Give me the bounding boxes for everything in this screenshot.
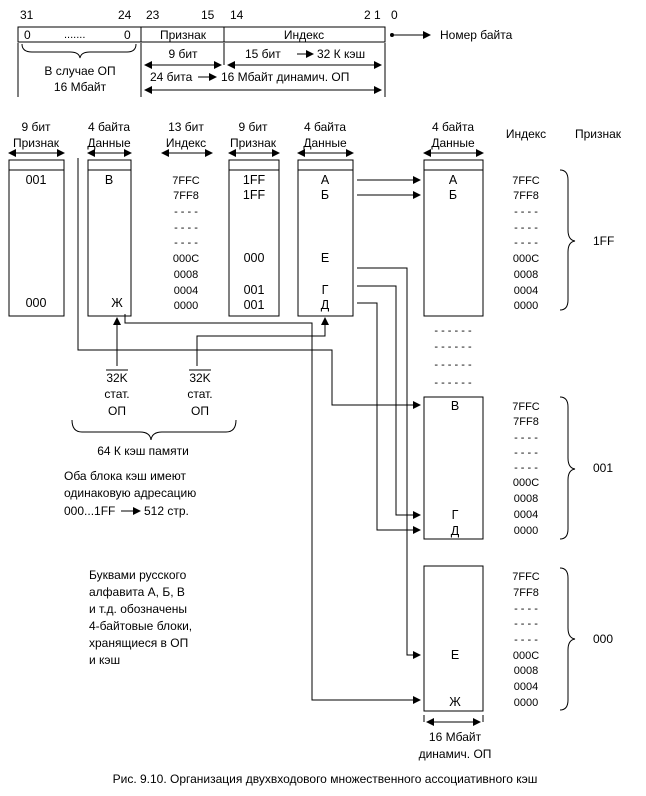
ram-page-001-block-2: Д bbox=[450, 524, 460, 538]
ram-page-001-block-1: Г bbox=[451, 508, 459, 522]
conn-e bbox=[357, 268, 420, 655]
sram1-line2: ОП bbox=[108, 404, 126, 418]
cache-index-0: 7FFC bbox=[172, 175, 200, 187]
ram-case-brace bbox=[22, 44, 136, 58]
note2-line6: и кэш bbox=[89, 653, 121, 667]
ram-page-1ff-block-0: А bbox=[448, 173, 458, 187]
index-header: Индекс bbox=[505, 127, 547, 141]
ram-page-1ff-index bbox=[512, 175, 540, 312]
ram-000-index-2: - - - - bbox=[514, 603, 538, 615]
ram-000-index-3: - - - - bbox=[514, 618, 538, 630]
address-format bbox=[18, 8, 513, 97]
cache2-tag-2: 000 bbox=[243, 251, 265, 265]
cache-index-4: - - - - bbox=[174, 237, 198, 249]
ram-page-001-index bbox=[512, 401, 540, 537]
ram-1ff-index-1: 7FF8 bbox=[513, 190, 539, 202]
col3-top: 13 бит bbox=[168, 120, 204, 134]
cache-size-label: 32 К кэш bbox=[317, 47, 366, 61]
cache-index-1: 7FF8 bbox=[173, 190, 199, 202]
ram-caption-line1: 16 Мбайт bbox=[428, 730, 482, 744]
ram-page-001-block-0: В bbox=[450, 399, 460, 413]
sram-blocks bbox=[72, 318, 325, 458]
cache-index-5: 000C bbox=[172, 253, 200, 265]
sram1-line1: стат. bbox=[104, 387, 130, 401]
ram-001-index-7: 0004 bbox=[513, 509, 539, 521]
address-high-start: 0 bbox=[24, 28, 31, 42]
ram-page-000-block-0: Е bbox=[450, 648, 460, 662]
ram-1ff-index-0: 7FFC bbox=[512, 175, 540, 187]
ram-case-line2: 16 Мбайт bbox=[53, 80, 107, 94]
address-tag-field: Признак bbox=[159, 28, 207, 42]
ram-page-000-box bbox=[424, 566, 483, 711]
ram-sep-2: - - - - - - bbox=[434, 359, 472, 371]
bit-1: 1 bbox=[374, 8, 381, 22]
ram-000-index-5: 000C bbox=[512, 650, 540, 662]
ram-sep-0: - - - - - - bbox=[434, 325, 472, 337]
bit-15: 15 bbox=[201, 8, 215, 22]
cache-index-7: 0004 bbox=[173, 285, 199, 297]
bit-23: 23 bbox=[146, 8, 160, 22]
ram-000-index-7: 0004 bbox=[513, 681, 539, 693]
sram1-size: 32K bbox=[106, 371, 128, 385]
cache-index-8: 0000 bbox=[173, 300, 199, 312]
note2-line1: Буквами русского bbox=[89, 568, 187, 582]
ram-001-index-4: - - - - bbox=[514, 462, 538, 474]
cache1-tag-bottom: 000 bbox=[25, 296, 47, 310]
ram-000-index-4: - - - - bbox=[514, 634, 538, 646]
col2-bottom: Данные bbox=[87, 136, 131, 150]
column-headers bbox=[9, 120, 622, 153]
cache-memory-label: 64 К кэш памяти bbox=[97, 444, 189, 458]
address-high-dots: ....... bbox=[64, 29, 86, 41]
ram-001-index-8: 0000 bbox=[513, 525, 539, 537]
ram-case-line1: В случае ОП bbox=[44, 64, 116, 78]
cache2-tag-0: 1FF bbox=[242, 173, 266, 187]
cache2-tag-3: 001 bbox=[243, 283, 265, 297]
ram-001-index-3: - - - - bbox=[514, 447, 538, 459]
cache-index-6: 0008 bbox=[173, 269, 199, 281]
notes bbox=[64, 469, 196, 667]
col6-bottom: Данные bbox=[431, 136, 475, 150]
bit-14: 14 bbox=[230, 8, 244, 22]
cache1-data-bottom: Ж bbox=[111, 296, 123, 310]
ram-1ff-index-6: 0008 bbox=[513, 269, 539, 281]
ram-001-index-1: 7FF8 bbox=[513, 416, 539, 428]
cache2-data-1: Б bbox=[320, 188, 330, 202]
ram-000-index-8: 0000 bbox=[513, 697, 539, 709]
conn-d bbox=[357, 303, 420, 530]
cache-index-2: - - - - bbox=[174, 206, 198, 218]
bit-24: 24 bbox=[118, 8, 132, 22]
col1-top: 9 бит bbox=[21, 120, 51, 134]
sram2-arrow bbox=[197, 318, 325, 366]
note1-line2: одинаковую адресацию bbox=[64, 486, 197, 500]
conn-g bbox=[357, 286, 420, 515]
ram-1ff-index-8: 0000 bbox=[513, 300, 539, 312]
byte-number-label: Номер байта bbox=[440, 28, 513, 42]
bit-31: 31 bbox=[20, 8, 34, 22]
ram-caption bbox=[419, 715, 492, 761]
bit-0: 0 bbox=[391, 8, 398, 22]
cache2-data-3: Г bbox=[321, 283, 329, 297]
sram2-line1: стат. bbox=[187, 387, 213, 401]
index-bits-label: 15 бит bbox=[245, 47, 281, 61]
ram-000-index-6: 0008 bbox=[513, 665, 539, 677]
col4-top: 9 бит bbox=[238, 120, 268, 134]
ram-001-index-2: - - - - bbox=[514, 432, 538, 444]
note2-line5: хранящиеся в ОП bbox=[89, 636, 189, 650]
ram-000-index-1: 7FF8 bbox=[513, 587, 539, 599]
ram-page-1ff-tag: 1FF bbox=[593, 234, 615, 248]
cache2-tag-4: 001 bbox=[243, 298, 265, 312]
col4-bottom: Признак bbox=[229, 136, 277, 150]
cache2-data-2: Е bbox=[320, 251, 330, 265]
note2-line3: и т.д. обозначены bbox=[89, 602, 188, 616]
note1-line4: 512 стр. bbox=[144, 504, 189, 518]
ram-page-000-block-1: Ж bbox=[449, 695, 461, 709]
col2-top: 4 байта bbox=[87, 120, 131, 134]
ram-001-index-5: 000C bbox=[512, 477, 540, 489]
ram-1ff-index-4: - - - - bbox=[514, 237, 538, 249]
ram-sep-3: - - - - - - bbox=[434, 377, 472, 389]
cache2-tag-1: 1FF bbox=[242, 188, 266, 202]
ram-caption-line2: динамич. ОП bbox=[418, 747, 492, 761]
col1-bottom: Признак bbox=[12, 136, 60, 150]
ram-page-000-brace bbox=[560, 568, 575, 710]
col6-top: 4 байта bbox=[431, 120, 475, 134]
note1-line3: 000...1FF bbox=[64, 504, 116, 518]
sram2-size: 32K bbox=[189, 371, 211, 385]
cache2-data-0: А bbox=[320, 173, 330, 187]
sram2-line2: ОП bbox=[191, 404, 209, 418]
note1-line1: Оба блока кэш имеют bbox=[64, 469, 186, 483]
col3-bottom: Индекс bbox=[165, 136, 207, 150]
ram-000-index-0: 7FFC bbox=[512, 571, 540, 583]
ram-001-index-6: 0008 bbox=[513, 493, 539, 505]
col5-bottom: Данные bbox=[303, 136, 347, 150]
cache-index-column bbox=[172, 175, 200, 312]
ram-1ff-index-5: 000C bbox=[512, 253, 540, 265]
figure-caption: Рис. 9.10. Организация двухвходового множественного ассоциативного кэш bbox=[112, 772, 538, 786]
ram-1ff-index-3: - - - - bbox=[514, 222, 538, 234]
tag-header: Признак bbox=[574, 127, 622, 141]
col5-top: 4 байта bbox=[303, 120, 347, 134]
dram-bits-label: 24 бита bbox=[150, 70, 193, 84]
cache-memory-brace bbox=[72, 420, 236, 440]
tag-bits-label: 9 бит bbox=[168, 47, 198, 61]
ram-page-000-tag: 000 bbox=[593, 632, 614, 646]
cache2-data-4: Д bbox=[320, 298, 330, 312]
ram-1ff-index-7: 0004 bbox=[513, 285, 539, 297]
cache-way-2 bbox=[229, 160, 353, 316]
ram-page-1ff-block-1: Б bbox=[448, 188, 458, 202]
ram-page-001-tag: 001 bbox=[593, 461, 614, 475]
cache-index-3: - - - - bbox=[174, 222, 198, 234]
bit-2: 2 bbox=[364, 8, 371, 22]
ram-sep-1: - - - - - - bbox=[434, 341, 472, 353]
ram-1ff-index-2: - - - - bbox=[514, 206, 538, 218]
ram-separator bbox=[434, 325, 472, 389]
cache1-data-top: В bbox=[104, 173, 114, 187]
address-index-field: Индекс bbox=[283, 28, 325, 42]
ram-page-001-brace bbox=[560, 397, 575, 539]
dram-size-label: 16 Мбайт динамич. ОП bbox=[221, 70, 350, 84]
ram-page-000-index bbox=[512, 571, 540, 709]
ram-001-index-0: 7FFC bbox=[512, 401, 540, 413]
note2-line2: алфавита А, Б, В bbox=[89, 585, 185, 599]
ram-page-1ff-brace bbox=[560, 170, 575, 310]
note2-line4: 4-байтовые блоки, bbox=[89, 619, 193, 633]
cache-way-1 bbox=[9, 160, 131, 316]
cache1-tag-top: 001 bbox=[25, 173, 47, 187]
address-high-end: 0 bbox=[124, 28, 131, 42]
